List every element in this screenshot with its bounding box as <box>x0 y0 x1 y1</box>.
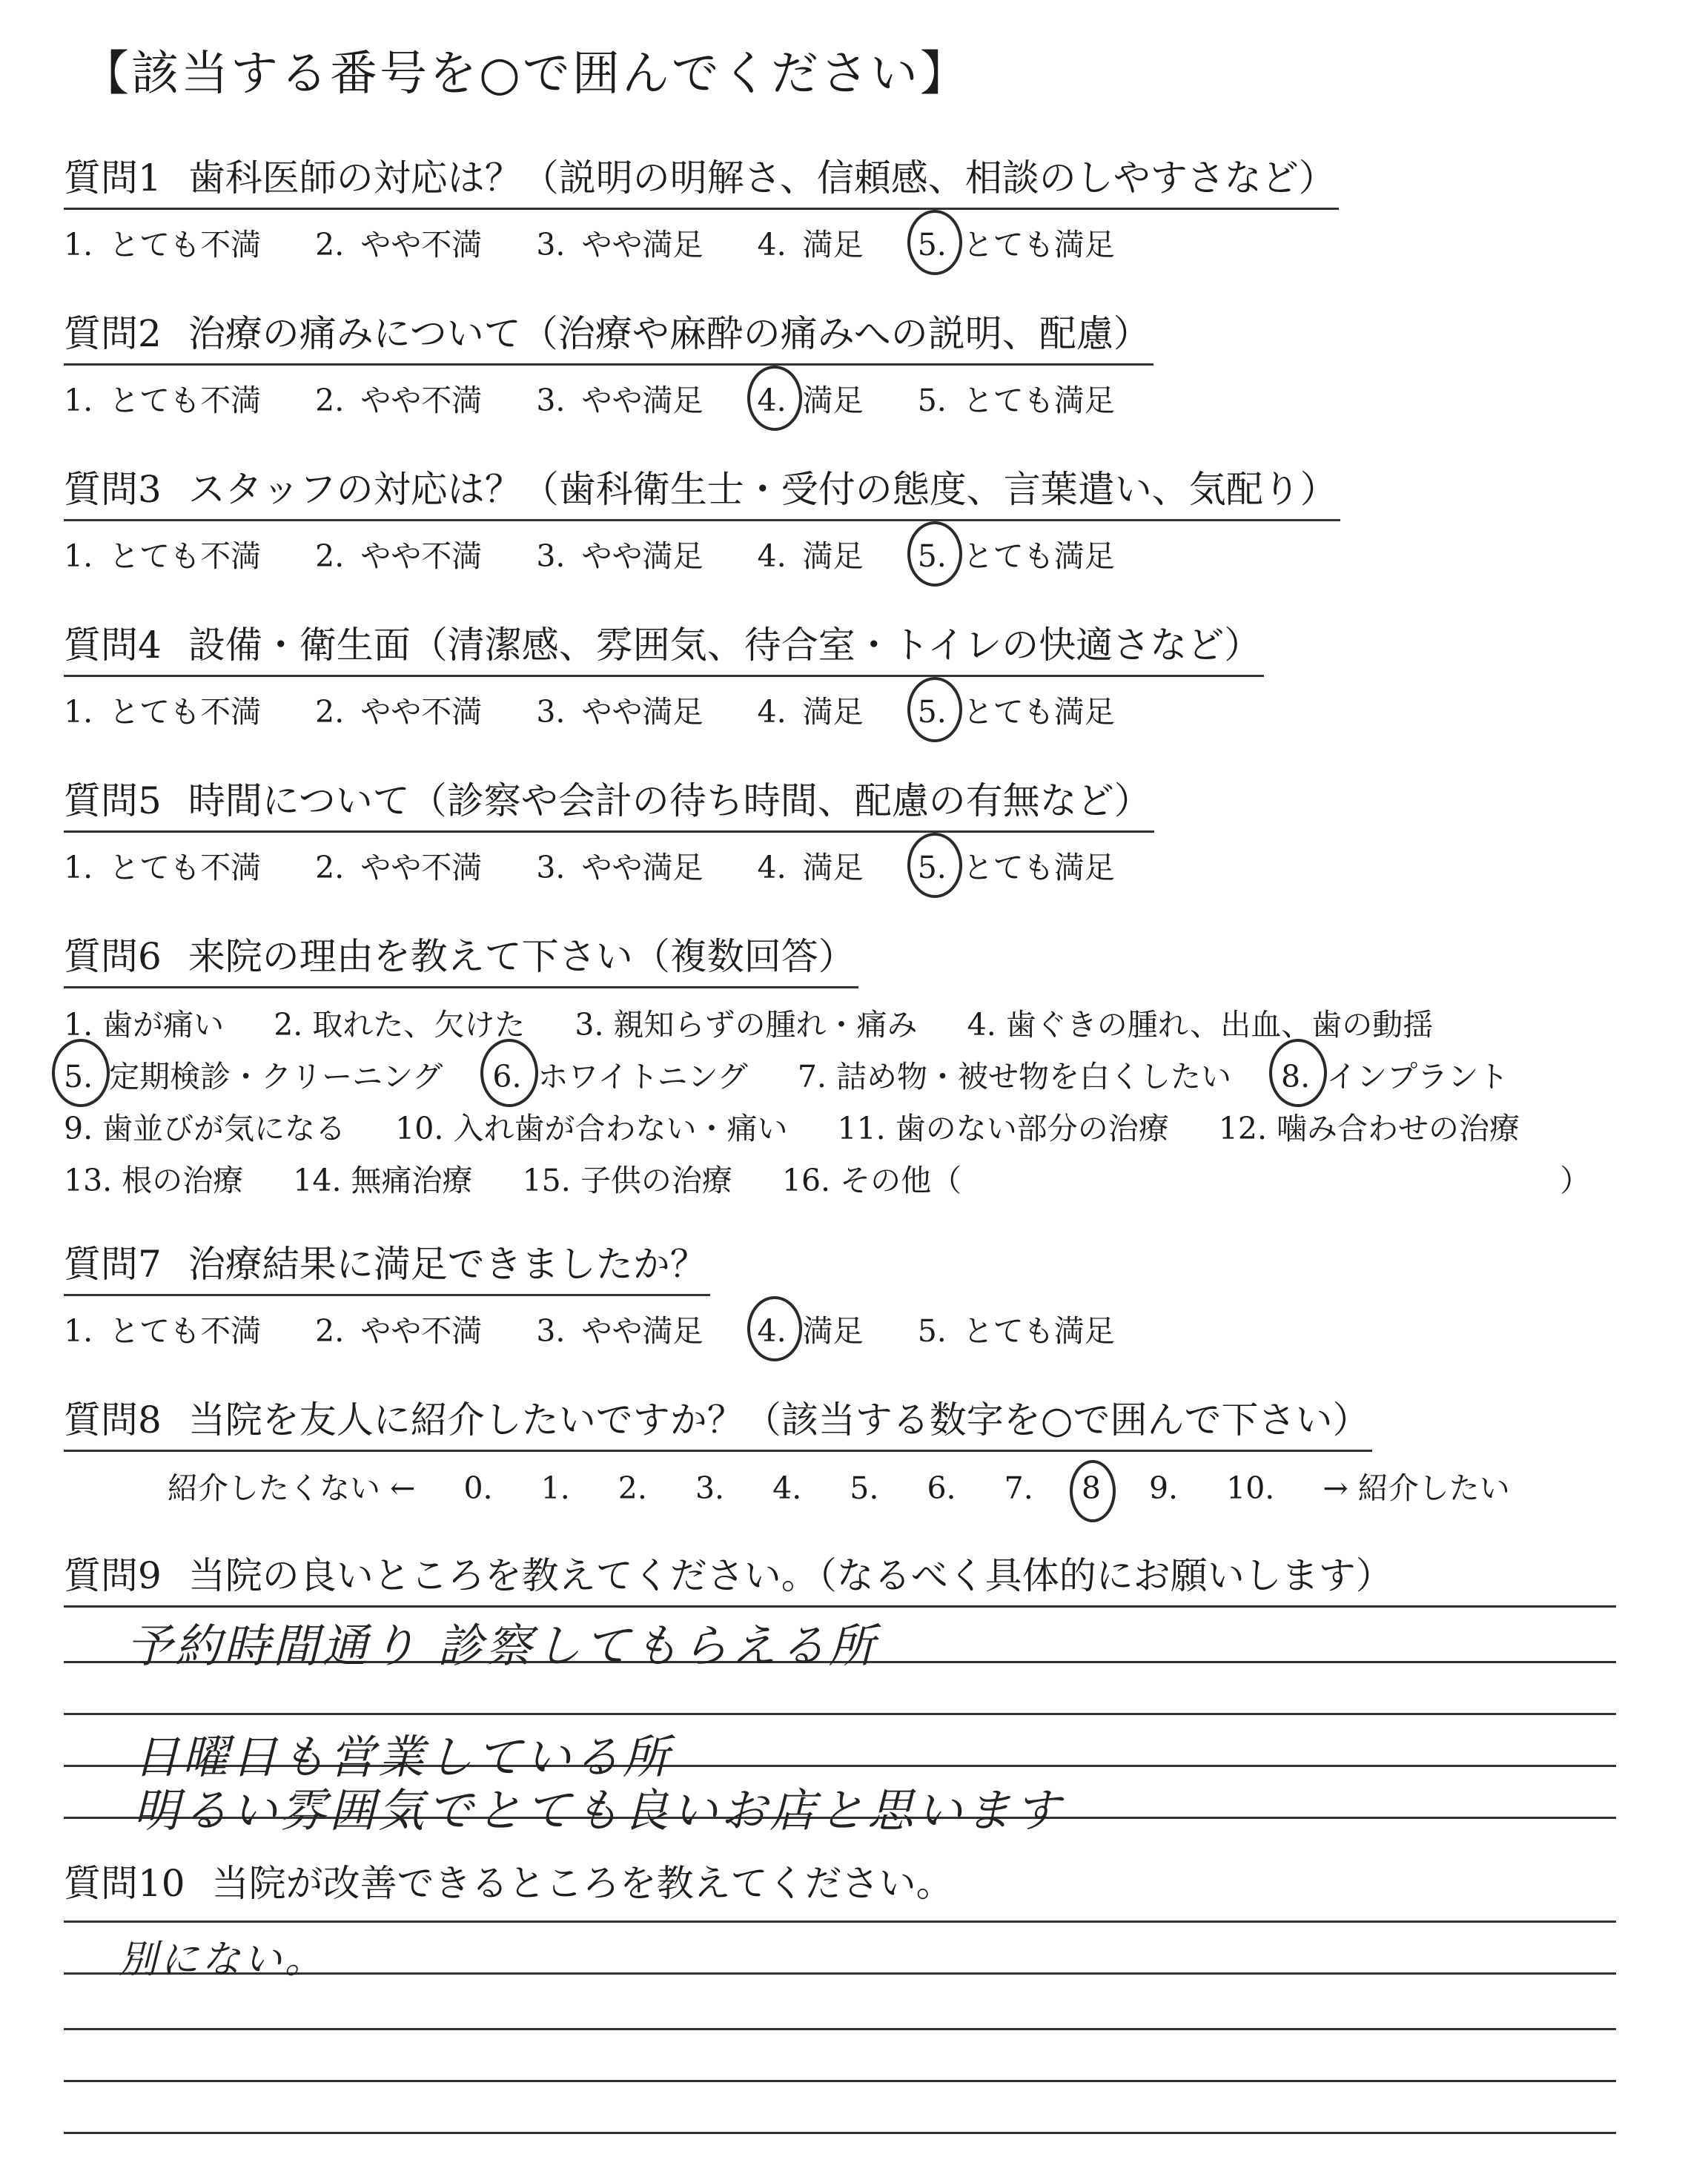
answer-circle <box>907 677 962 742</box>
reason-3[interactable]: 3. 親知らずの腫れ・痛み <box>575 1007 918 1043</box>
question-text: 当院の良いところを教えてください。（なるべく具体的にお願いします） <box>188 1554 1393 1597</box>
reason-4[interactable]: 4. 歯ぐきの腫れ、出血、歯の動揺 <box>967 1007 1434 1043</box>
scale-9[interactable]: 9. <box>1148 1470 1179 1506</box>
option-4[interactable]: 4. 満足 <box>758 1307 864 1350</box>
option-3[interactable]: 3. やや満足 <box>536 1313 704 1349</box>
question-text: 当院を友人に紹介したいですか？（該当する数字を○で囲んで下さい） <box>188 1398 1370 1441</box>
question-2 <box>64 304 1159 420</box>
question-number: 質問5 <box>64 779 162 822</box>
answer-line <box>64 2080 1616 2082</box>
option-5[interactable]: 5. とても満足 <box>918 687 1115 731</box>
rating-options <box>64 843 1159 887</box>
reason-2[interactable]: 2. 取れた、欠けた <box>274 1007 526 1043</box>
option-3[interactable]: 3. やや満足 <box>536 227 704 262</box>
question-7 <box>64 1235 1159 1350</box>
rating-options <box>64 1307 1159 1350</box>
question-3 <box>64 460 1340 575</box>
reason-15[interactable]: 15. 子供の治療 <box>522 1163 732 1198</box>
reason-16[interactable]: 16. その他（ <box>781 1163 962 1198</box>
question-text: スタッフの対応は？（歯科衛生士・受付の態度、言葉遣い、気配り） <box>188 468 1337 511</box>
reason-12[interactable]: 12. 噛み合わせの治療 <box>1218 1111 1520 1146</box>
scale-0[interactable]: 0. <box>463 1470 493 1506</box>
answer-circle <box>907 833 962 898</box>
question-9-heading <box>64 1546 1396 1605</box>
question-number: 質問6 <box>64 935 162 978</box>
reason-9[interactable]: 9. 歯並びが気になる <box>64 1111 346 1146</box>
option-1[interactable]: 1. とても不満 <box>64 1313 262 1349</box>
question-number: 質問10 <box>64 1862 185 1905</box>
answer-line <box>64 1920 1616 1923</box>
question-text: 歯科医師の対応は？（説明の明解さ、信頼感、相談のしやすさなど） <box>188 156 1336 199</box>
question-2-heading <box>64 304 1153 366</box>
option-4[interactable]: 4. 満足 <box>757 227 864 262</box>
handwritten-answer: 予約時間通り 診察してもらえる所 <box>126 1619 878 1673</box>
rating-options <box>64 376 1159 420</box>
scale-3[interactable]: 3. <box>695 1470 725 1506</box>
answer-line <box>64 2028 1616 2030</box>
question-5 <box>64 771 1159 887</box>
scale-1[interactable]: 1. <box>540 1470 570 1506</box>
form-title: 【該当する番号を○で囲んでください】 <box>82 47 970 102</box>
question-number: 質問7 <box>64 1243 162 1286</box>
rating-options <box>64 532 1340 575</box>
option-1[interactable]: 1. とても不満 <box>64 383 262 418</box>
question-text: 治療結果に満足できましたか？ <box>188 1243 707 1286</box>
answer-line <box>64 1713 1616 1715</box>
option-2[interactable]: 2. やや不満 <box>315 1313 483 1349</box>
scale-10[interactable]: 10. <box>1226 1470 1275 1506</box>
recommend-scale <box>168 1464 1549 1507</box>
answer-circle <box>1269 1039 1327 1107</box>
question-number: 質問4 <box>64 624 162 667</box>
option-2[interactable]: 2. やや不満 <box>315 383 483 418</box>
scale-left-label: 紹介したくない ← <box>168 1470 416 1506</box>
question-8-heading <box>64 1390 1372 1452</box>
question-3-heading <box>64 460 1340 521</box>
question-6-heading <box>64 927 858 988</box>
answer-circle <box>907 521 962 587</box>
question-1 <box>64 148 1339 264</box>
option-3[interactable]: 3. やや満足 <box>536 694 704 730</box>
option-4[interactable]: 4. 満足 <box>757 850 864 885</box>
option-3[interactable]: 3. やや満足 <box>536 538 704 574</box>
question-number: 質問8 <box>64 1398 162 1441</box>
option-2[interactable]: 2. やや不満 <box>315 694 483 730</box>
reason-16-close: ） <box>1560 1163 1591 1198</box>
option-1[interactable]: 1. とても不満 <box>64 850 262 885</box>
question-text: 来院の理由を教えて下さい（複数回答） <box>188 935 855 978</box>
option-4[interactable]: 4. 満足 <box>757 538 864 574</box>
question-8 <box>64 1390 1549 1507</box>
reason-8[interactable]: 8. インプラント <box>1281 1051 1509 1103</box>
reason-1[interactable]: 1. 歯が痛い <box>64 1007 225 1043</box>
scale-6[interactable]: 6. <box>927 1470 956 1506</box>
answer-circle <box>52 1039 110 1107</box>
reason-6[interactable]: 6. ホワイトニング <box>492 1051 747 1103</box>
question-text: 設備・衛生面（清潔感、雰囲気、待合室・トイレの快適さなど） <box>188 624 1262 667</box>
answer-circle <box>747 366 802 431</box>
reason-13[interactable]: 13. 根の治療 <box>64 1163 244 1198</box>
reason-7[interactable]: 7. 詰め物・被せ物を白くしたい <box>797 1059 1231 1094</box>
reason-10[interactable]: 10. 入れ歯が合わない・痛い <box>395 1111 788 1146</box>
reason-11[interactable]: 11. 歯のない部分の治療 <box>837 1111 1169 1146</box>
scale-7[interactable]: 7. <box>1004 1470 1033 1506</box>
question-number: 質問1 <box>64 156 162 199</box>
scale-5[interactable]: 5. <box>850 1470 879 1506</box>
answer-circle <box>747 1296 802 1361</box>
question-text: 当院が改善できるところを教えてください。 <box>211 1862 953 1905</box>
reason-5[interactable]: 5. 定期検診・クリーニング <box>64 1051 443 1103</box>
option-4[interactable]: 4. 満足 <box>758 376 864 420</box>
answer-circle <box>1070 1460 1116 1522</box>
option-2[interactable]: 2. やや不満 <box>315 538 483 574</box>
scale-4[interactable]: 4. <box>772 1470 802 1506</box>
scale-8[interactable]: 8 <box>1082 1470 1101 1506</box>
answer-line <box>64 2132 1616 2134</box>
question-10 <box>64 1854 956 1913</box>
option-3[interactable]: 3. やや満足 <box>536 383 704 418</box>
question-number: 質問9 <box>64 1554 162 1597</box>
rating-options <box>64 687 1264 731</box>
option-2[interactable]: 2. やや不満 <box>315 850 483 885</box>
handwritten-answer: 明るい雰囲気でとても良いお店と思います <box>133 1783 1064 1837</box>
option-1[interactable]: 1. とても不満 <box>64 694 262 730</box>
handwritten-answer: 別にない。 <box>119 1938 327 1982</box>
option-5[interactable]: 5. とても満足 <box>917 1313 1115 1349</box>
question-number: 質問3 <box>64 468 162 511</box>
question-9 <box>64 1546 1396 1605</box>
option-5[interactable]: 5. とても満足 <box>917 383 1115 418</box>
option-4[interactable]: 4. 満足 <box>757 694 864 730</box>
reason-options <box>64 999 1590 1206</box>
question-6 <box>64 927 1590 1206</box>
question-4-heading <box>64 615 1264 677</box>
answer-circle <box>480 1039 538 1107</box>
question-10-heading <box>64 1854 956 1913</box>
answer-circle <box>907 210 962 275</box>
question-text: 治療の痛みについて（治療や麻酔の痛みへの説明、配慮） <box>188 312 1151 355</box>
question-text: 時間について（診察や会計の待ち時間、配慮の有無など） <box>188 779 1151 822</box>
question-1-heading <box>64 148 1339 210</box>
option-3[interactable]: 3. やや満足 <box>536 850 704 885</box>
option-1[interactable]: 1. とても不満 <box>64 227 262 262</box>
option-1[interactable]: 1. とても不満 <box>64 538 262 574</box>
question-7-heading <box>64 1235 710 1296</box>
reason-14[interactable]: 14. 無痛治療 <box>293 1163 473 1198</box>
scale-right-label: → 紹介したい <box>1323 1470 1510 1506</box>
rating-options <box>64 220 1339 264</box>
scale-2[interactable]: 2. <box>618 1470 647 1506</box>
option-5[interactable]: 5. とても満足 <box>918 532 1115 575</box>
option-5[interactable]: 5. とても満足 <box>918 220 1115 264</box>
question-5-heading <box>64 771 1154 833</box>
handwritten-answer: 日曜日も営業している所 <box>133 1730 672 1784</box>
question-number: 質問2 <box>64 312 162 355</box>
answer-line <box>64 1605 1616 1608</box>
option-2[interactable]: 2. やや不満 <box>315 227 483 262</box>
option-5[interactable]: 5. とても満足 <box>918 843 1115 887</box>
question-4 <box>64 615 1264 731</box>
